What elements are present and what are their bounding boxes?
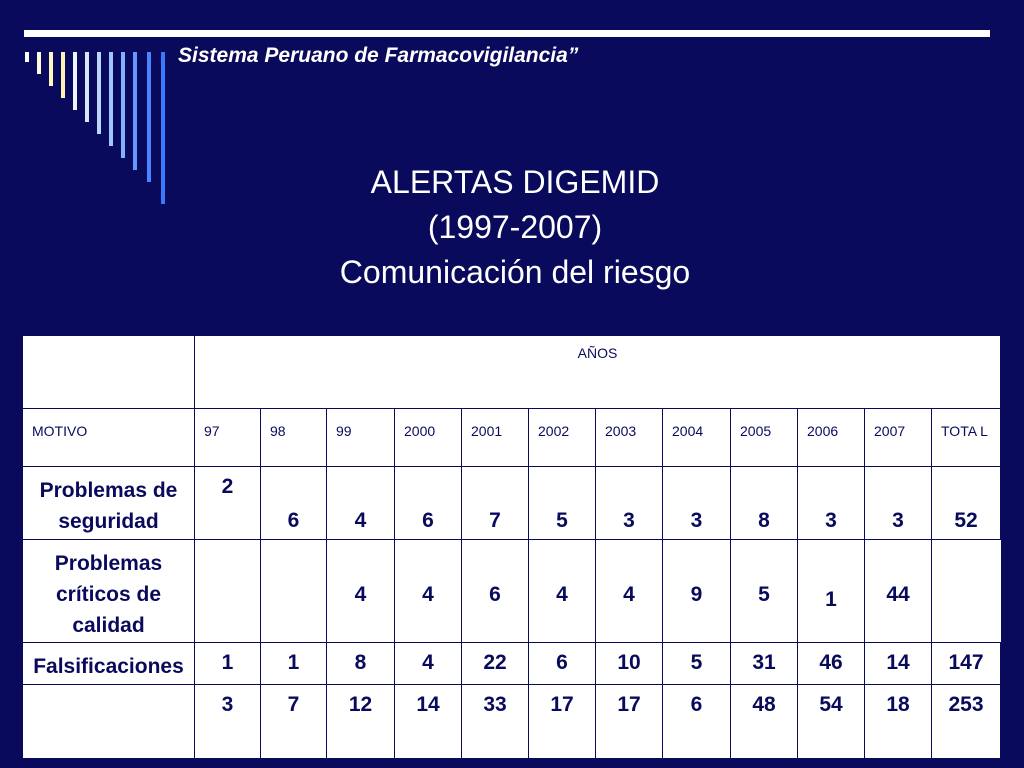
table-cell: 48 <box>731 685 798 759</box>
year-header: 2007 <box>865 409 932 467</box>
table-cell: 18 <box>865 685 932 759</box>
table-cell: 2 <box>195 467 261 540</box>
table-cell: 52 <box>932 467 1001 540</box>
table-cell: 3 <box>798 467 865 540</box>
table-cell: 4 <box>395 643 462 685</box>
table-cell: 4 <box>395 540 462 643</box>
table-cell: 7 <box>261 685 327 759</box>
table-cell: 3 <box>195 685 261 759</box>
table-cell: 1 <box>195 643 261 685</box>
deco-bar <box>25 52 29 62</box>
table-cell <box>195 540 261 643</box>
table-year-header-row <box>23 409 1001 467</box>
slide-title <box>230 160 800 295</box>
table-cell: 147 <box>932 643 1001 685</box>
table-cell: 7 <box>462 467 529 540</box>
table-cell: 14 <box>395 685 462 759</box>
table-cell: 4 <box>327 467 395 540</box>
table-cell: 6 <box>663 685 731 759</box>
table-cell: 6 <box>462 540 529 643</box>
table-cell: 8 <box>327 643 395 685</box>
year-header: TOTA L <box>932 409 1001 467</box>
table-cell: 3 <box>596 467 663 540</box>
table-cell: 3 <box>663 467 731 540</box>
table-cell: 54 <box>798 685 865 759</box>
years-group-header: AÑOS <box>195 336 1001 409</box>
year-header: 2005 <box>731 409 798 467</box>
header-subtitle: Sistema Peruano de Farmacovigilancia” <box>178 44 579 67</box>
year-header: 2004 <box>663 409 731 467</box>
row-label <box>23 685 195 759</box>
row-label: Problemas críticos de calidad <box>23 540 195 643</box>
table-row <box>23 540 1001 643</box>
year-header: 2001 <box>462 409 529 467</box>
table-cell: 6 <box>261 467 327 540</box>
year-header: 2000 <box>395 409 462 467</box>
table-cell: 1 <box>261 643 327 685</box>
year-header: 2003 <box>596 409 663 467</box>
year-header: 99 <box>327 409 395 467</box>
decorative-bars <box>0 0 200 220</box>
table-cell: 1 <box>798 540 865 643</box>
table-cell: 17 <box>529 685 596 759</box>
table-cell: 10 <box>596 643 663 685</box>
table-corner-cell <box>23 336 195 409</box>
row-label: Falsificaciones <box>23 643 195 685</box>
deco-bar <box>109 52 113 146</box>
year-header: 2006 <box>798 409 865 467</box>
table-cell: 8 <box>731 467 798 540</box>
table-cell: 5 <box>731 540 798 643</box>
table-cell: 12 <box>327 685 395 759</box>
deco-bar <box>73 52 77 110</box>
deco-bar <box>133 52 137 170</box>
table-row <box>23 467 1001 540</box>
row-label: Problemas de seguridad <box>23 467 195 540</box>
table-group-header-row <box>23 336 1001 409</box>
table-cell: 46 <box>798 643 865 685</box>
title-line-1: ALERTAS DIGEMID <box>370 164 660 200</box>
deco-bar <box>85 52 89 122</box>
table-cell: 4 <box>327 540 395 643</box>
table-cell: 14 <box>865 643 932 685</box>
year-header: 97 <box>195 409 261 467</box>
table-cell: 22 <box>462 643 529 685</box>
table-cell: 9 <box>663 540 731 643</box>
motivo-header: MOTIVO <box>23 409 195 467</box>
table-cell: 17 <box>596 685 663 759</box>
deco-bar <box>49 52 53 86</box>
table-cell: 44 <box>865 540 932 643</box>
deco-bar <box>121 52 125 158</box>
table-cell: 33 <box>462 685 529 759</box>
table-cell: 6 <box>529 643 596 685</box>
table-cell: 6 <box>395 467 462 540</box>
alerts-table <box>22 335 1001 759</box>
table-cell: 5 <box>663 643 731 685</box>
title-line-3: Comunicación del riesgo <box>339 254 691 290</box>
deco-bar <box>147 52 151 182</box>
table-cell: 31 <box>731 643 798 685</box>
table-cell: 3 <box>865 467 932 540</box>
table-cell: 253 <box>932 685 1001 759</box>
table-cell: 4 <box>596 540 663 643</box>
deco-bar <box>61 52 65 98</box>
deco-bar <box>97 52 101 134</box>
year-header: 2002 <box>529 409 596 467</box>
table-cell: 5 <box>529 467 596 540</box>
year-header: 98 <box>261 409 327 467</box>
table-cell: 4 <box>529 540 596 643</box>
table-row <box>23 643 1001 685</box>
deco-bar <box>161 52 165 204</box>
title-line-2: (1997-2007) <box>427 209 603 245</box>
table-row <box>23 685 1001 759</box>
table-cell <box>261 540 327 643</box>
deco-bar <box>37 52 41 74</box>
